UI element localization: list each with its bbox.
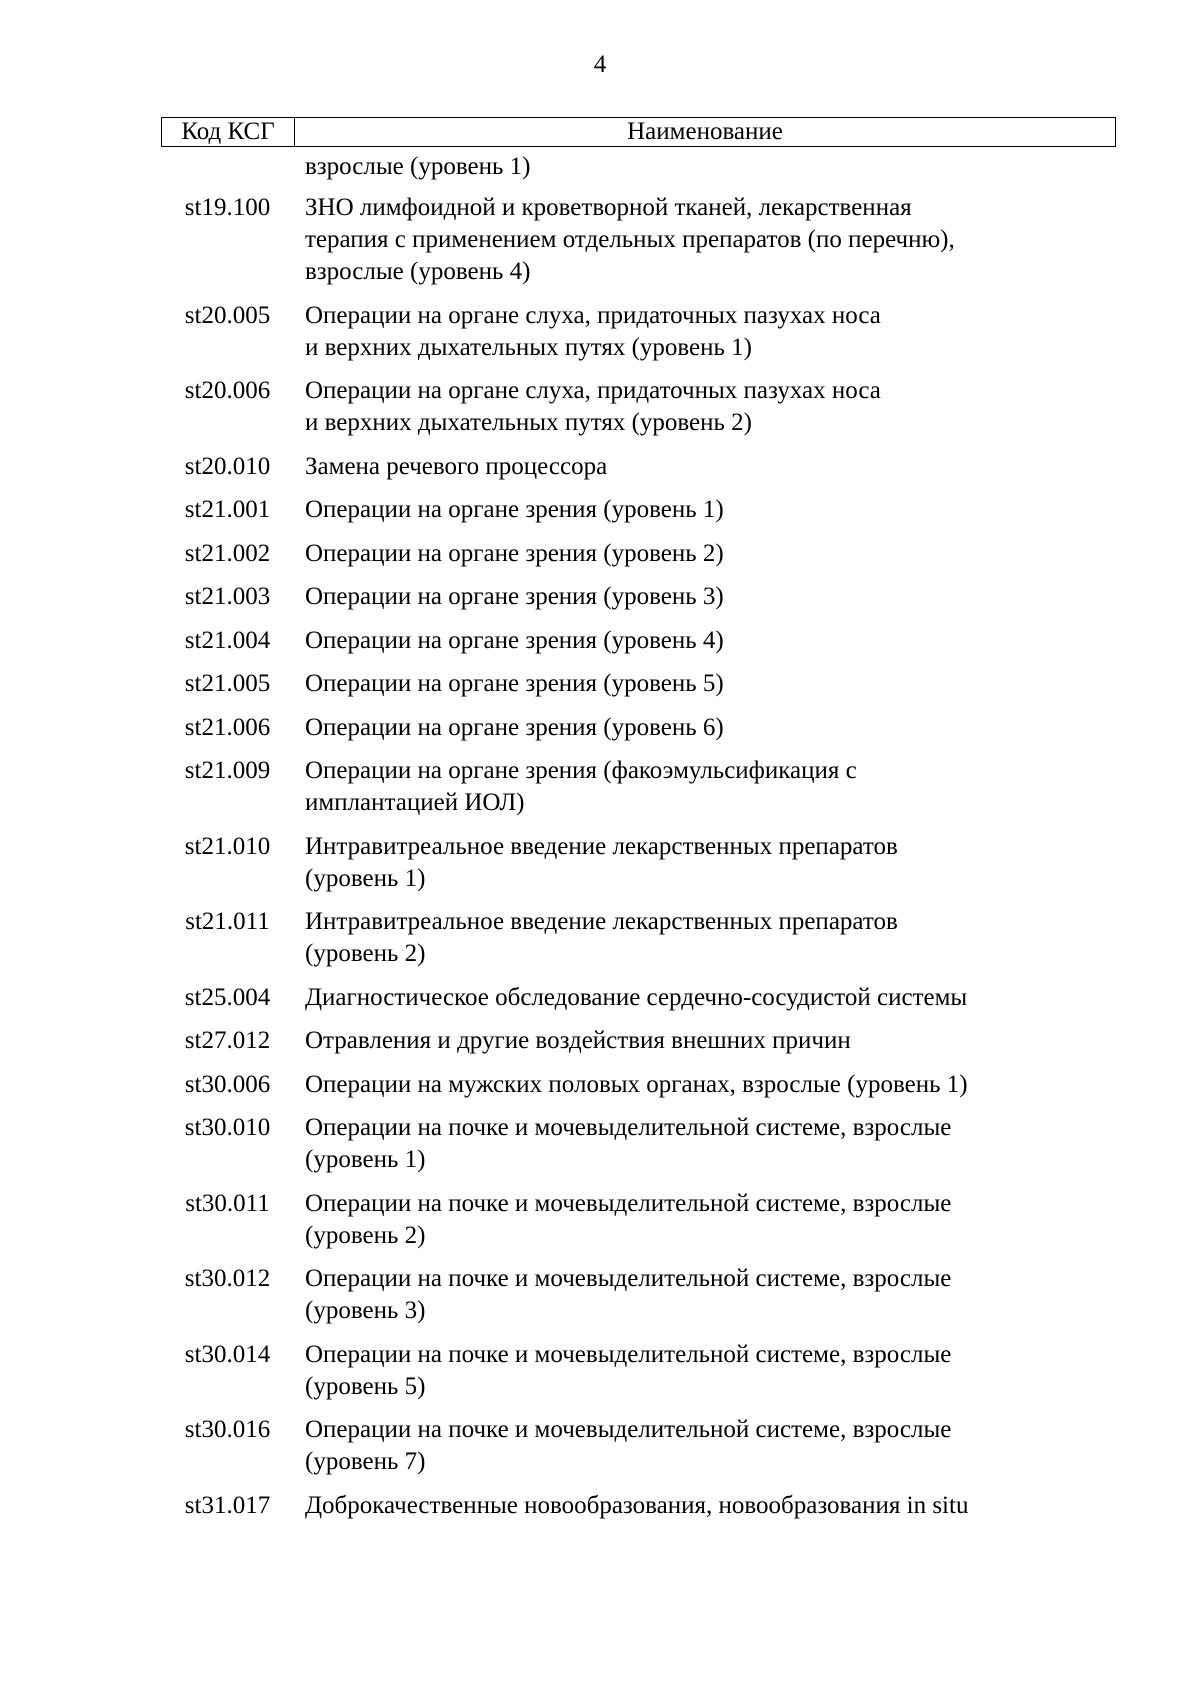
ksg-name: [294, 1490, 968, 1522]
ksg-code: st27.012: [184, 1027, 271, 1054]
ksg-code: st21.003: [184, 583, 271, 610]
table-row: [161, 1112, 1116, 1176]
ksg-name: [294, 375, 881, 439]
ksg-name-line: Диагностическое обследование сердечно-сосудистой системы: [305, 983, 968, 1011]
ksg-name-line: Операции на органе зрения (уровень 1): [305, 496, 724, 523]
ksg-name-line: (уровень 2): [305, 940, 426, 967]
ksg-code: st30.012: [184, 1265, 271, 1292]
ksg-name-line: Операции на органе зрения (уровень 3): [305, 583, 724, 610]
ksg-name-line: Операции на почке и мочевыделительной системе, взрослые: [305, 1114, 952, 1141]
ksg-code: st21.010: [184, 832, 271, 860]
ksg-name-line: взрослые (уровень 4): [305, 258, 531, 285]
ksg-name: [294, 906, 898, 970]
table-row: [161, 538, 1116, 570]
ksg-name: [294, 831, 898, 895]
ksg-name-line: (уровень 7): [305, 1448, 426, 1475]
table-header: [161, 117, 1116, 147]
ksg-name: [294, 1339, 951, 1403]
ksg-code: st30.010: [184, 1114, 271, 1141]
ksg-name-line: Операции на органе слуха, придаточных пазухах носа: [305, 377, 881, 404]
ksg-name-line: Операции на почке и мочевыделительной системе, взрослые: [305, 1265, 952, 1292]
ksg-code: st25.004: [184, 983, 271, 1011]
ksg-name-line: ЗНО лимфоидной и кроветворной тканей, лекарственная: [305, 194, 912, 221]
table-row: [161, 494, 1116, 526]
page-number: 4: [593, 51, 607, 78]
ksg-name-line: Операции на органе зрения (факоэмульсификация с: [305, 757, 857, 784]
ksg-name: [294, 982, 967, 1014]
ksg-name-line: Доброкачественные новообразования, новообразования in situ: [305, 1491, 969, 1519]
ksg-name-line: Операции на мужских половых органах, взрослые (уровень 1): [305, 1070, 968, 1098]
table-row: [161, 375, 1116, 439]
table-row: [161, 712, 1116, 744]
ksg-name: [294, 494, 724, 526]
ksg-name-line: Операции на органе зрения (уровень 6): [305, 713, 724, 741]
header-code-label: Код КСГ: [162, 118, 295, 146]
table-row: [161, 982, 1116, 1014]
ksg-name-line: и верхних дыхательных путях (уровень 1): [305, 333, 753, 361]
ksg-name: [294, 1188, 951, 1252]
ksg-name-line: Замена речевого процессора: [305, 452, 608, 480]
ksg-name: [294, 625, 724, 657]
table-row: [161, 300, 1116, 364]
ksg-name-line: терапия с применением отдельных препаратов (по перечню),: [305, 226, 955, 253]
ksg-name: [294, 151, 530, 183]
ksg-name-line: (уровень 3): [305, 1297, 426, 1324]
ksg-name: [294, 300, 881, 364]
ksg-name-line: взрослые (уровень 1): [305, 153, 531, 180]
table-row: [161, 625, 1116, 657]
ksg-name: [294, 1069, 968, 1101]
ksg-name: [294, 755, 857, 819]
ksg-name-line: Операции на органе слуха, придаточных пазухах носа: [305, 301, 881, 329]
table-row: [161, 1025, 1116, 1057]
ksg-code: st30.011: [185, 1189, 270, 1217]
table-row: [161, 668, 1116, 700]
ksg-name-line: (уровень 2): [305, 1221, 426, 1249]
ksg-name-line: Операции на почке и мочевыделительной системе, взрослые: [305, 1416, 952, 1443]
ksg-code: st21.002: [184, 539, 271, 567]
table-row: [161, 1414, 1116, 1478]
ksg-code: st21.009: [184, 757, 271, 784]
ksg-name: [294, 192, 955, 288]
ksg-name-line: Интравитреальное введение лекарственных препаратов: [305, 908, 898, 935]
ksg-code: st21.005: [184, 670, 271, 697]
table-row: [161, 1339, 1116, 1403]
ksg-name-line: Операции на органе зрения (уровень 5): [305, 670, 724, 697]
ksg-code: st30.016: [184, 1416, 271, 1443]
ksg-name-line: Операции на почке и мочевыделительной системе, взрослые: [305, 1189, 952, 1217]
ksg-code: st20.005: [184, 301, 271, 329]
ksg-name-line: имплантацией ИОЛ): [305, 789, 525, 816]
table-row: [161, 755, 1116, 819]
ksg-code: st30.014: [184, 1340, 271, 1368]
ksg-name-line: (уровень 5): [305, 1372, 426, 1400]
table-row: [161, 1188, 1116, 1252]
table-row: [161, 451, 1116, 483]
ksg-code: st31.017: [184, 1491, 271, 1519]
table-row: [161, 831, 1116, 895]
table-row: [161, 1490, 1116, 1522]
table-row: [161, 151, 1116, 183]
ksg-code: st20.010: [184, 452, 271, 480]
ksg-name-line: и верхних дыхательных путях (уровень 2): [305, 409, 753, 436]
ksg-name: [294, 712, 724, 744]
header-name-label: Наименование: [627, 118, 783, 145]
ksg-code: st20.006: [184, 377, 271, 404]
ksg-name-line: Интравитреальное введение лекарственных препаратов: [305, 832, 898, 860]
ksg-code: st21.006: [184, 713, 271, 741]
ksg-code: st21.011: [185, 908, 270, 935]
table-row: [161, 192, 1116, 288]
ksg-name-line: Операции на почке и мочевыделительной системе, взрослые: [305, 1340, 952, 1368]
ksg-name-line: Операции на органе зрения (уровень 2): [305, 539, 724, 567]
ksg-name-line: (уровень 1): [305, 864, 426, 892]
ksg-name: [294, 1025, 851, 1057]
ksg-name-line: Операции на органе зрения (уровень 4): [305, 626, 724, 654]
ksg-name: [294, 668, 724, 700]
ksg-name-line: Отравления и другие воздействия внешних причин: [305, 1027, 851, 1054]
ksg-name: [294, 538, 724, 570]
ksg-code: [161, 151, 294, 183]
ksg-name-line: (уровень 1): [305, 1146, 426, 1173]
table-row: [161, 1069, 1116, 1101]
ksg-name: [294, 1414, 951, 1478]
table-row: [161, 581, 1116, 613]
table-body: [161, 151, 1116, 1533]
ksg-code: st21.001: [184, 496, 271, 523]
ksg-name: [294, 581, 724, 613]
table-row: [161, 1263, 1116, 1327]
table-row: [161, 906, 1116, 970]
ksg-name: [294, 451, 607, 483]
ksg-name: [294, 1263, 951, 1327]
ksg-code: st30.006: [184, 1070, 271, 1098]
ksg-name: [294, 1112, 951, 1176]
ksg-code: st21.004: [184, 626, 271, 654]
ksg-code: st19.100: [184, 194, 271, 221]
